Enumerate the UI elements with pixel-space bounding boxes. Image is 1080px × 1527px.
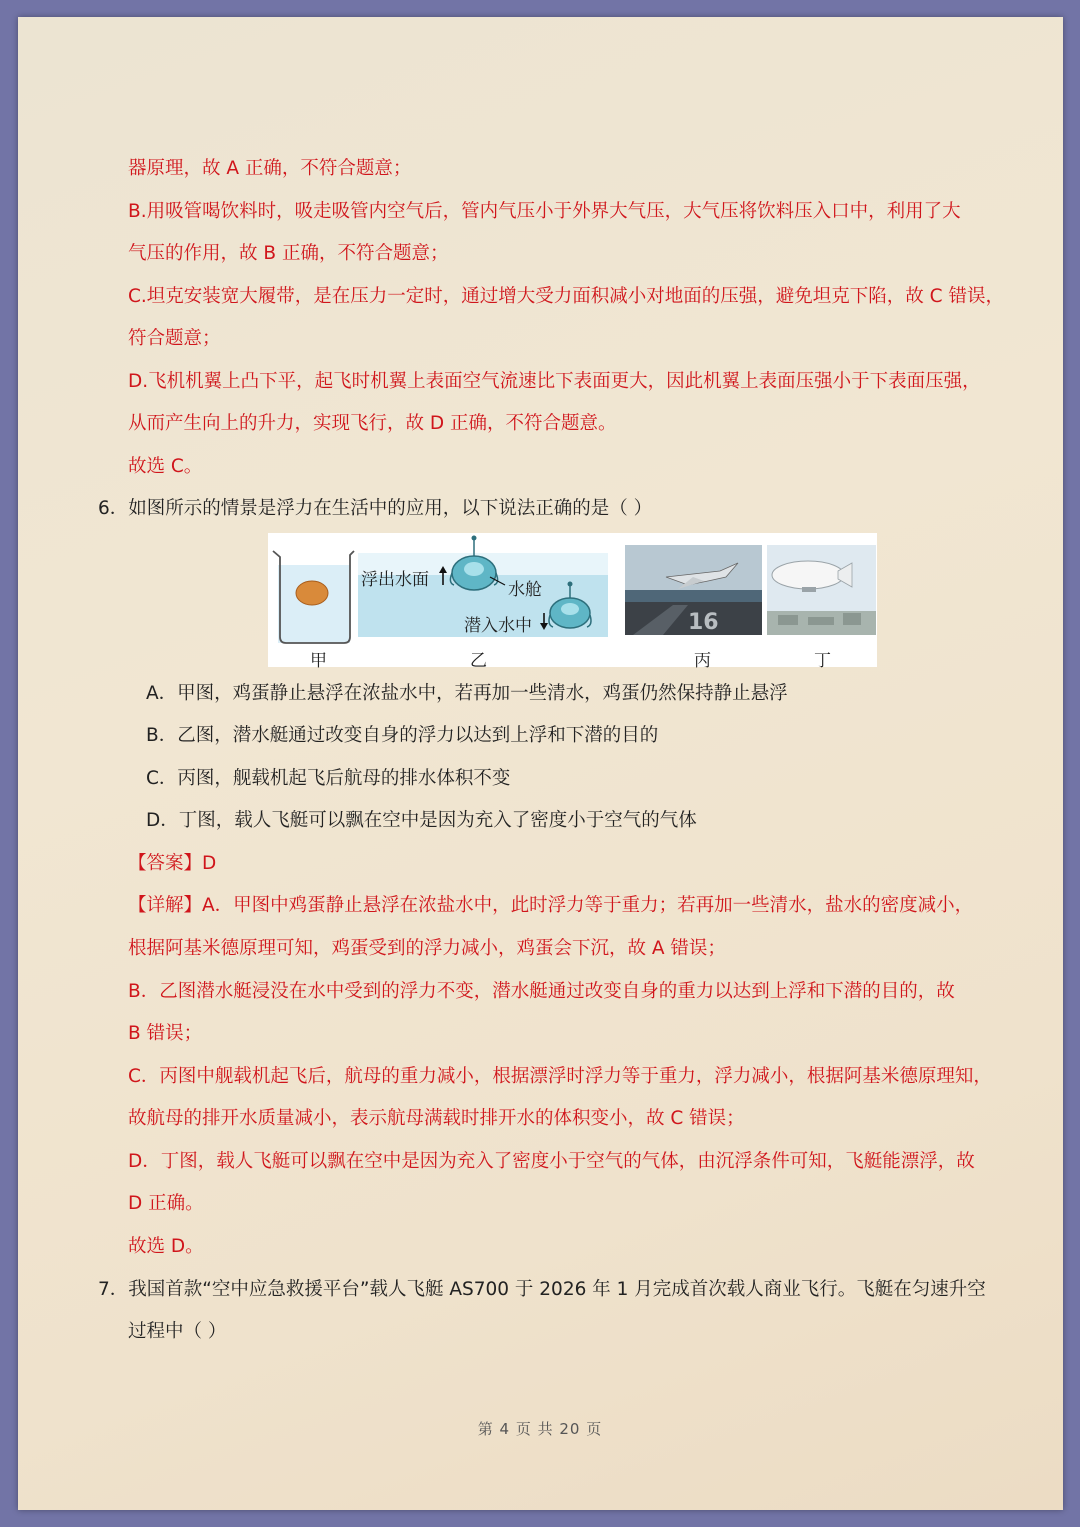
option-d: D．丁图，载人飞艇可以飘在空中是因为充入了密度小于空气的气体 — [146, 810, 697, 831]
analysis-line: 器原理，故 A 正确，不符合题意； — [128, 158, 412, 179]
option-a: A．甲图，鸡蛋静止悬浮在浓盐水中，若再加一些清水，鸡蛋仍然保持静止悬浮 — [146, 683, 788, 704]
page-footer: 第 4 页 共 20 页 — [477, 1420, 603, 1438]
detail-line: C．丙图中舰载机起飞后，航母的重力减小，根据漂浮时浮力等于重力，浮力减小，根据阿基米德原理知， — [128, 1066, 992, 1087]
detail-line: 根据阿基米德原理可知，鸡蛋受到的浮力减小，鸡蛋会下沉，故 A 错误； — [128, 938, 726, 959]
airship-photo-icon — [767, 545, 876, 635]
analysis-line: C.坦克安装宽大履带，是在压力一定时，通过增大受力面积减小对地面的压强，避免坦克下陷，故 C 错误， — [128, 286, 1004, 307]
detail-line: 故选 D。 — [128, 1236, 204, 1257]
analysis-line: 气压的作用，故 B 正确，不符合题意； — [128, 243, 449, 264]
beaker-egg-icon — [273, 551, 354, 643]
detail-line: 故航母的排开水质量减小，表示航母满载时排开水的体积变小，故 C 错误； — [128, 1108, 745, 1129]
detail-line: B 错误； — [128, 1023, 203, 1044]
submarine-scene-icon — [358, 536, 608, 638]
tank-label: 水舱 — [508, 580, 542, 600]
analysis-line: D.飞机机翼上凸下平，起飞时机翼上表面空气流速比下表面更大，因此机翼上表面压强小于下表面压强， — [128, 371, 981, 392]
question-7-stem: 7．我国首款“空中应急救援平台”载人飞艇 AS700 于 2026 年 1 月完成首次载人商业飞行。飞艇在匀速升空 — [98, 1279, 986, 1300]
detail-line: 【详解】A．甲图中鸡蛋静止悬浮在浓盐水中，此时浮力等于重力；若再加一些清水，盐水的密度减小， — [128, 895, 974, 916]
option-c: C．丙图，舰载机起飞后航母的排水体积不变 — [146, 768, 511, 789]
analysis-line: 符合题意； — [128, 328, 221, 349]
detail-line: B．乙图潜水艇浸没在水中受到的浮力不变，潜水艇通过改变自身的重力以达到上浮和下潜的目的，故 — [128, 981, 955, 1002]
figure-caption-yi: 乙 — [470, 651, 487, 671]
analysis-line: B.用吸管喝饮料时，吸走吸管内空气后，管内气压小于外界大气压，大气压将饮料压入口中，利用了大 — [128, 201, 961, 222]
document-page — [18, 17, 1063, 1510]
analysis-line: 故选 C。 — [128, 456, 203, 477]
figure-caption-jia: 甲 — [310, 651, 327, 671]
detail-line: D 正确。 — [128, 1193, 204, 1214]
figure-caption-bing: 丙 — [694, 651, 711, 671]
answer-line: 【答案】D — [128, 853, 217, 874]
question-6-stem: 6．如图所示的情景是浮力在生活中的应用，以下说法正确的是（ ） — [98, 498, 653, 519]
dive-label: 潜入水中 — [464, 616, 532, 636]
figure-caption-ding: 丁 — [814, 651, 831, 671]
detail-line: D．丁图，载人飞艇可以飘在空中是因为充入了密度小于空气的气体，由沉浮条件可知，飞艇能漂浮，故 — [128, 1151, 975, 1172]
option-b: B．乙图，潜水艇通过改变自身的浮力以达到上浮和下潜的目的 — [146, 725, 659, 746]
analysis-line: 从而产生向上的升力，实现飞行，故 D 正确，不符合题意。 — [128, 413, 617, 434]
deck-number: 16 — [688, 610, 719, 635]
carrier-jet-photo-icon — [625, 545, 762, 635]
surface-label: 浮出水面 — [361, 570, 429, 590]
buoyancy-illustration — [268, 533, 877, 667]
question-7-stem-cont: 过程中（ ） — [128, 1321, 227, 1342]
buoyancy-figure — [268, 533, 877, 671]
